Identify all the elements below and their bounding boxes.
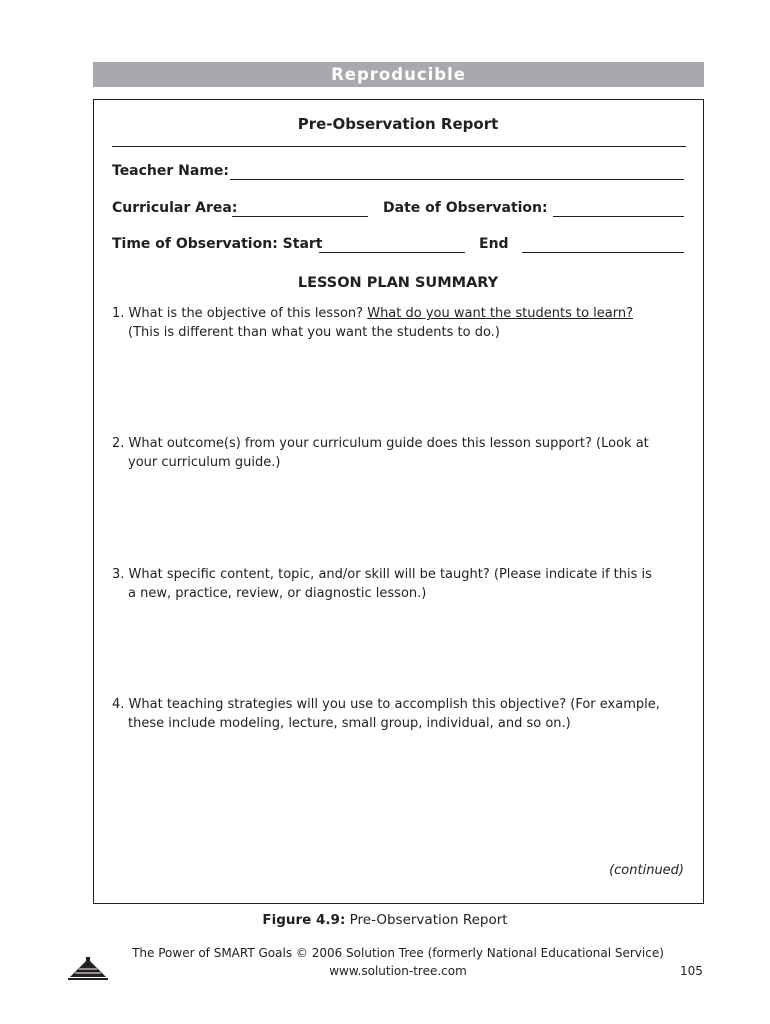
- figure-caption: [0, 912, 770, 928]
- form-box: [93, 99, 704, 904]
- footer-copyright: The Power of SMART Goals © 2006 Solution Tree (formerly National Educational Service): [132, 946, 664, 960]
- question-1-note: (This is different than what you want the students to do.): [128, 325, 500, 340]
- question-3: [112, 565, 692, 603]
- answer-area-4[interactable]: [112, 736, 686, 856]
- title-divider: [112, 146, 686, 147]
- footer-url: www.solution-tree.com: [329, 964, 467, 978]
- date-of-observation-label: Date of Observation:: [383, 200, 548, 216]
- answer-area-3[interactable]: [112, 606, 686, 691]
- banner-label: Reproducible: [331, 65, 466, 84]
- time-of-observation-label: Time of Observation: Start: [112, 236, 323, 252]
- question-1-underlined-text: What do you want the students to learn?: [367, 306, 634, 321]
- page-number: 105: [680, 964, 703, 978]
- figure-label: Figure 4.9:: [262, 912, 346, 928]
- curricular-area-label: Curricular Area:: [112, 200, 238, 216]
- question-4-line-1: 4. What teaching strategies will you use to accomplish this objective? (For example,: [112, 697, 660, 712]
- answer-area-2[interactable]: [112, 475, 686, 560]
- report-title: Pre-Observation Report: [297, 115, 499, 133]
- question-2-line-1: 2. What outcome(s) from your curriculum guide does this lesson support? (Look at: [112, 436, 649, 451]
- question-2: [112, 434, 692, 472]
- question-4-line-2: these include modeling, lecture, small group, individual, and so on.): [128, 716, 571, 731]
- end-time-field[interactable]: [522, 252, 684, 253]
- figure-title: Pre-Observation Report: [349, 912, 508, 928]
- date-of-observation-field[interactable]: [553, 216, 684, 217]
- reproducible-banner: [93, 62, 704, 87]
- question-4: [112, 695, 692, 733]
- start-time-field[interactable]: [319, 252, 465, 253]
- teacher-name-label: Teacher Name:: [112, 163, 230, 179]
- question-3-line-2: a new, practice, review, or diagnostic lesson.): [128, 586, 427, 601]
- answer-area-1[interactable]: [112, 345, 686, 430]
- end-time-label: End: [479, 236, 509, 252]
- curricular-area-field[interactable]: [232, 216, 368, 217]
- continued-note: (continued): [609, 863, 684, 878]
- lesson-plan-summary-heading: LESSON PLAN SUMMARY: [297, 275, 499, 291]
- question-1-text: 1. What is the objective of this lesson?: [112, 306, 364, 321]
- question-2-line-2: your curriculum guide.): [128, 455, 281, 470]
- question-3-line-1: 3. What specific content, topic, and/or skill will be taught? (Please indicate if this is: [112, 567, 652, 582]
- teacher-name-field[interactable]: [230, 179, 684, 180]
- question-1: [112, 304, 692, 342]
